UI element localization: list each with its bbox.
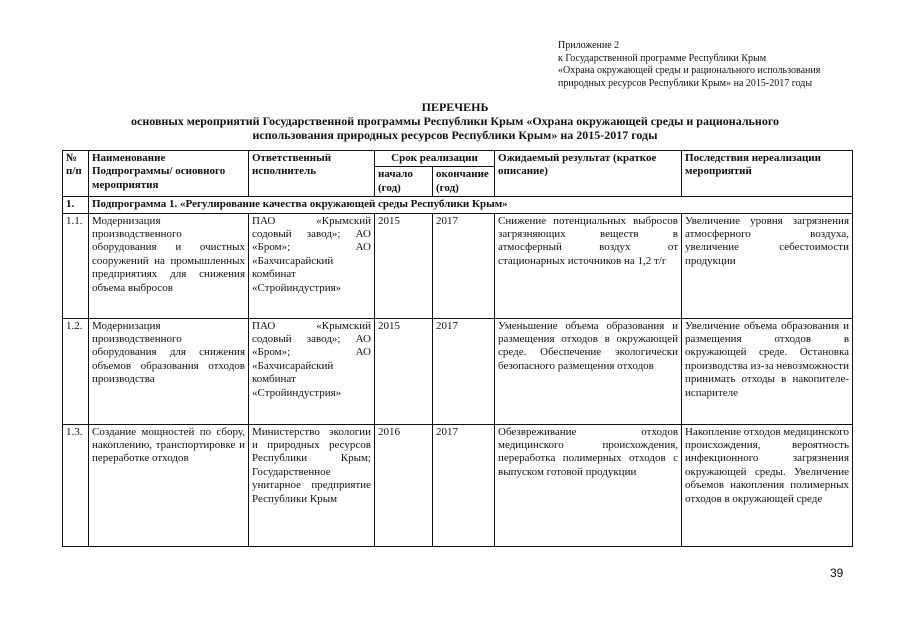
title-main: ПЕРЕЧЕНЬ xyxy=(421,100,489,114)
table-row xyxy=(63,318,853,424)
table-row xyxy=(63,213,853,318)
row-consequences: Накопление отходов медицинского происхождения, вероятность инфекционного загрязнения окружающей среды. Увеличение объемов накопления полимерных отходов в окружающей среде xyxy=(682,424,853,546)
document-title xyxy=(60,100,850,142)
row-start: 2016 xyxy=(375,424,433,546)
row-result: Снижение потенциальных выбросов загрязняющих веществ в атмосферный воздух от стационарных источников на 1,2 т/г xyxy=(495,213,682,318)
title-sub-2: использования природных ресурсов Республики Крым» на 2015-2017 годы xyxy=(252,128,658,142)
row-executor: ПАО «Крымский содовый завод»; АО «Бром»; АО «Бахчисарайский комбинат «Стройиндустрия» xyxy=(249,213,375,318)
subprogram-num: 1. xyxy=(63,197,89,213)
header-term: Срок реализации xyxy=(375,151,495,167)
row-name: Модернизация производственного оборудования и очистных сооружений на промышленных предприятиях для снижения объема выбросов xyxy=(89,213,249,318)
row-name: Модернизация производственного оборудования для снижения объемов образования отходов производства xyxy=(89,318,249,424)
annex-header xyxy=(558,40,820,90)
header-executor: Ответственный исполнитель xyxy=(249,151,375,197)
row-result: Уменьшение объема образования и размещения отходов в окружающей среде. Обеспечение экологически безопасного размещения отходов xyxy=(495,318,682,424)
subprogram-row xyxy=(63,197,853,213)
title-sub-1: основных мероприятий Государственной программы Республики Крым «Охрана окружающей среды и рационального xyxy=(131,114,779,128)
row-end: 2017 xyxy=(433,213,495,318)
row-start: 2015 xyxy=(375,318,433,424)
row-consequences: Увеличение объема образования и размещения отходов в окружающей среде. Остановка производства из-за невозможности принимать отходы в накопителе-испарителе xyxy=(682,318,853,424)
row-executor: Министерство экологии и природных ресурсов Республики Крым; Государственное унитарное предприятие Республики Крым xyxy=(249,424,375,546)
row-start: 2015 xyxy=(375,213,433,318)
row-num: 1.2. xyxy=(63,318,89,424)
annex-line-2: к Государственной программе Республики Крым xyxy=(558,52,767,64)
header-result: Ожидаемый результат (краткое описание) xyxy=(495,151,682,197)
row-consequences: Увеличение уровня загрязнения атмосферного воздуха, увеличение себестоимости продукции xyxy=(682,213,853,318)
header-consequences: Последствия нереализации мероприятий xyxy=(682,151,853,197)
page-number: 39 xyxy=(830,566,844,580)
measures-table xyxy=(62,150,853,547)
annex-line-4: природных ресурсов Республики Крым» на 2015-2017 годы xyxy=(558,77,813,89)
header-start: начало (год) xyxy=(375,167,433,197)
row-result: Обезвреживание отходов медицинского происхождения, переработка полимерных отходов с выпуском готовой продукции xyxy=(495,424,682,546)
header-num: № п/п xyxy=(63,151,89,197)
annex-line-1: Приложение 2 xyxy=(558,40,620,51)
row-end: 2017 xyxy=(433,318,495,424)
subprogram-title: Подпрограмма 1. «Регулирование качества окружающей среды Республики Крым» xyxy=(89,197,853,213)
row-end: 2017 xyxy=(433,424,495,546)
annex-line-3: «Охрана окружающей среды и рационального использования xyxy=(558,65,821,76)
table-row xyxy=(63,424,853,546)
row-num: 1.3. xyxy=(63,424,89,546)
row-num: 1.1. xyxy=(63,213,89,318)
header-name: Наименование Подпрограммы/ основного мероприятия xyxy=(89,151,249,197)
row-executor: ПАО «Крымский содовый завод»; АО «Бром»; АО «Бахчисарайский комбинат «Стройиндустрия» xyxy=(249,318,375,424)
header-row-1 xyxy=(63,151,853,167)
row-name: Создание мощностей по сбору, накоплению, транспортировке и переработке отходов xyxy=(89,424,249,546)
header-end: окончание (год) xyxy=(433,167,495,197)
